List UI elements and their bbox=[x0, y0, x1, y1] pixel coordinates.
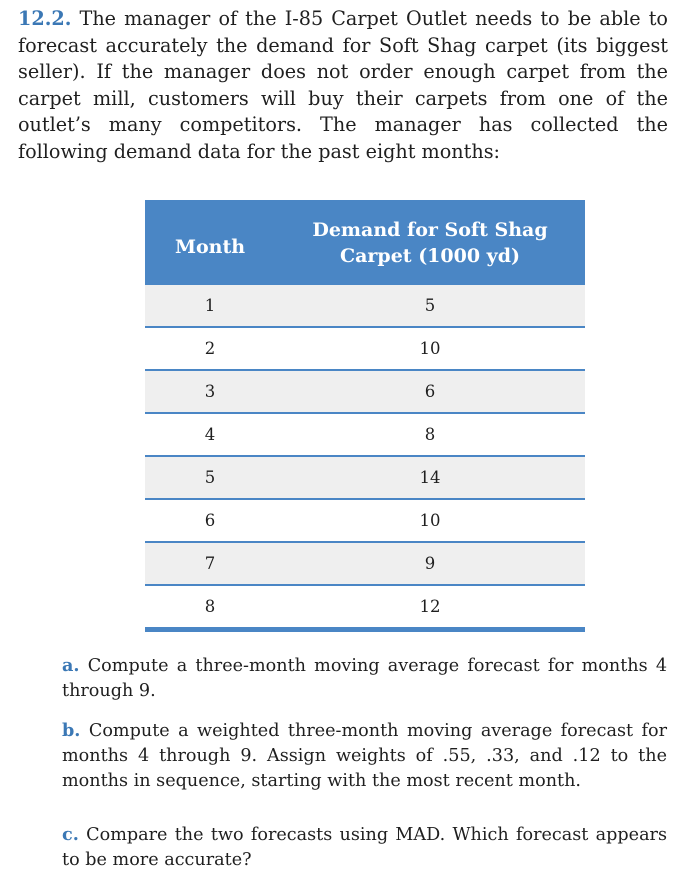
table-row bbox=[145, 456, 585, 499]
cell-demand: 9 bbox=[275, 542, 585, 585]
demand-table-container bbox=[145, 200, 585, 632]
problem-number: 12.2. bbox=[18, 7, 72, 30]
cell-month: 2 bbox=[145, 327, 275, 370]
cell-demand: 10 bbox=[275, 327, 585, 370]
cell-month: 1 bbox=[145, 285, 275, 327]
table-header-row bbox=[145, 200, 585, 285]
problem-statement bbox=[18, 6, 668, 166]
cell-demand: 10 bbox=[275, 499, 585, 542]
part-b-text: Compute a weighted three-month moving average forecast for months 4 through 9. Assign weights of .55, .33, and .12 to the months in sequence, starting with the most recent month. bbox=[62, 721, 667, 791]
demand-table bbox=[145, 200, 585, 632]
cell-month: 7 bbox=[145, 542, 275, 585]
problem-text: The manager of the I-85 Carpet Outlet needs to be able to forecast accurately the demand for Soft Shag carpet (its biggest seller). If the manager does not order enough carpet from the carpet mill, customers will buy their carpets from one of the outlet’s many competitors. The manager has collected the following demand data for the past eight months: bbox=[18, 7, 668, 163]
cell-month: 6 bbox=[145, 499, 275, 542]
part-a-text: Compute a three-month moving average forecast for months 4 through 9. bbox=[62, 656, 668, 701]
table-row bbox=[145, 285, 585, 327]
table-row bbox=[145, 542, 585, 585]
part-c bbox=[62, 822, 667, 873]
cell-demand: 12 bbox=[275, 585, 585, 630]
table-row bbox=[145, 370, 585, 413]
part-a-label: a. bbox=[62, 655, 80, 676]
cell-month: 5 bbox=[145, 456, 275, 499]
cell-demand: 6 bbox=[275, 370, 585, 413]
table-row bbox=[145, 499, 585, 542]
table-row bbox=[145, 585, 585, 630]
cell-demand: 8 bbox=[275, 413, 585, 456]
part-c-text: Compare the two forecasts using MAD. Which forecast appears to be more accurate? bbox=[62, 825, 667, 870]
cell-month: 3 bbox=[145, 370, 275, 413]
cell-month: 4 bbox=[145, 413, 275, 456]
cell-month: 8 bbox=[145, 585, 275, 630]
part-b-label: b. bbox=[62, 720, 81, 741]
cell-demand: 5 bbox=[275, 285, 585, 327]
table-row bbox=[145, 413, 585, 456]
cell-demand: 14 bbox=[275, 456, 585, 499]
table-row bbox=[145, 327, 585, 370]
part-c-label: c. bbox=[62, 824, 79, 845]
header-demand: Demand for Soft Shag Carpet (1000 yd) bbox=[312, 218, 548, 267]
header-month: Month bbox=[174, 236, 246, 258]
part-a bbox=[62, 653, 667, 704]
part-b bbox=[62, 718, 667, 794]
